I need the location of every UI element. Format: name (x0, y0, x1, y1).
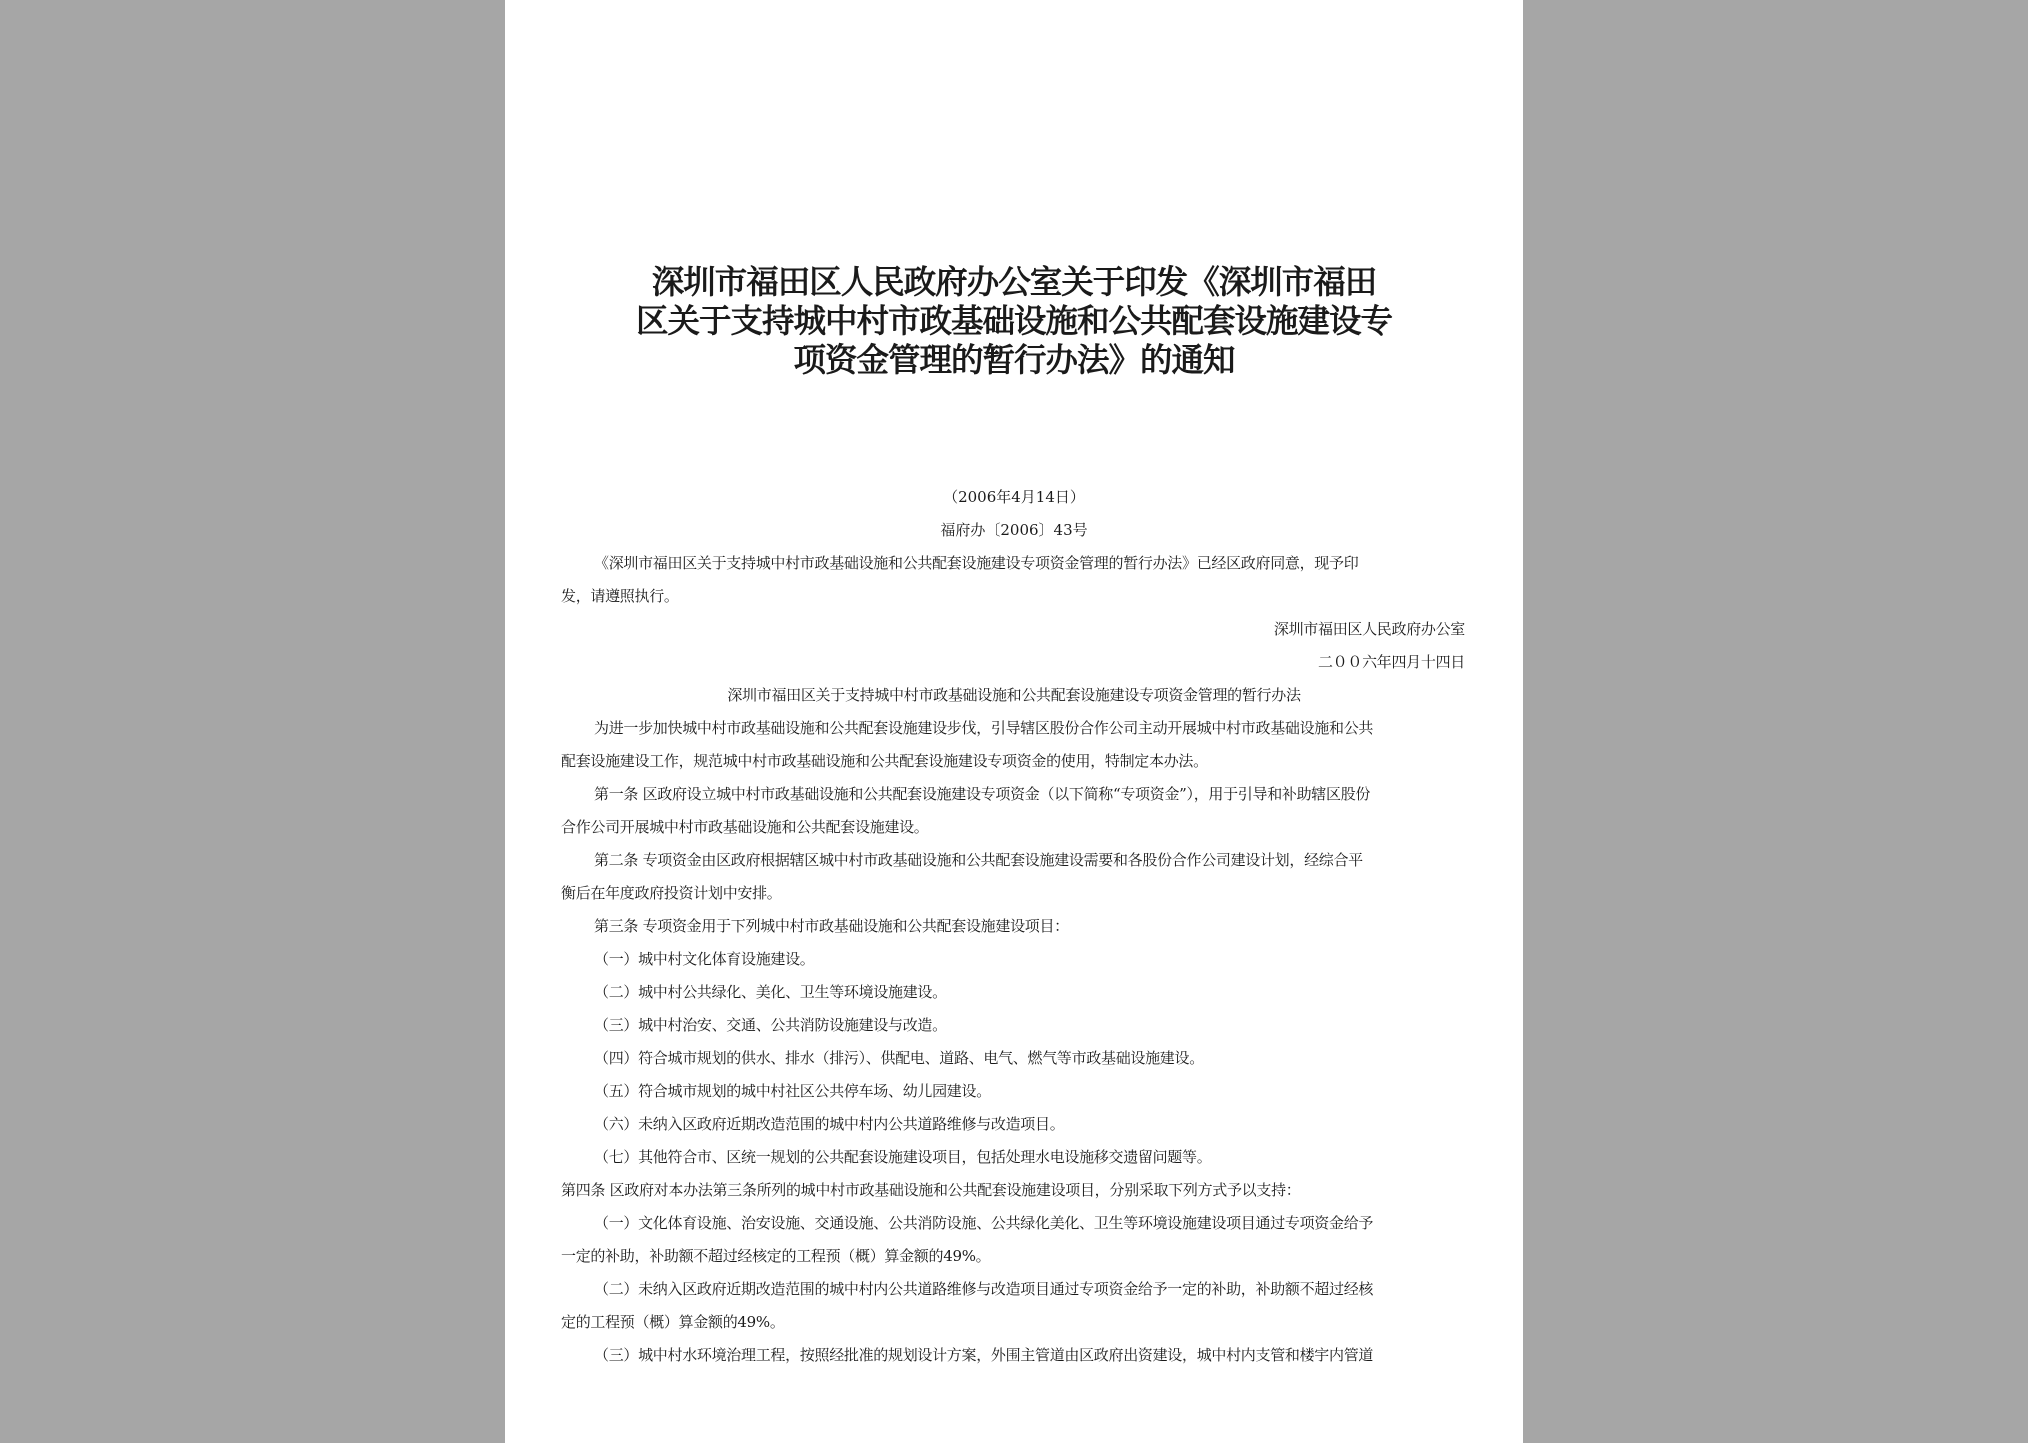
article-4-item-1-line: 一定的补助，补助额不超过经核定的工程预（概）算金额的49%。 (561, 1247, 991, 1265)
title-line: 深圳市福田区人民政府办公室关于印发《深圳市福田 (651, 262, 1377, 301)
article-3-item: （七）其他符合市、区统一规划的公共配套设施建设项目，包括处理水电设施移交遗留问题等。 (594, 1148, 1212, 1166)
article-3-item: （三）城中村治安、交通、公共消防设施建设与改造。 (594, 1016, 947, 1034)
document-body (561, 547, 1467, 1372)
article-4-item-3-line: （三）城中村水环境治理工程，按照经批准的规划设计方案，外围主管道由区政府出资建设，城中村内支管和楼宇内管道 (594, 1346, 1374, 1364)
article-3-item: （四）符合城市规划的供水、排水（排污）、供配电、道路、电气、燃气等市政基础设施建设。 (594, 1049, 1204, 1067)
article-4-item-2-line: （二）未纳入区政府近期改造范围的城中村内公共道路维修与改造项目通过专项资金给予一定的补助，补助额不超过经核 (594, 1280, 1374, 1298)
preamble-line: 为进一步加快城中村市政基础设施和公共配套设施建设步伐，引导辖区股份合作公司主动开展城中村市政基础设施和公共 (594, 719, 1374, 737)
signature-date: 二００六年四月十四日 (1317, 653, 1465, 671)
preamble-line: 配套设施建设工作，规范城中村市政基础设施和公共配套设施建设专项资金的使用，特制定本办法。 (561, 752, 1208, 770)
article-3-item: （六）未纳入区政府近期改造范围的城中村内公共道路维修与改造项目。 (594, 1115, 1065, 1133)
article-2-line: 衡后在年度政府投资计划中安排。 (561, 884, 782, 902)
article-3-item: （五）符合城市规划的城中村社区公共停车场、幼儿园建设。 (594, 1082, 991, 1100)
article-2-line: 第二条 专项资金由区政府根据辖区城中村市政基础设施和公共配套设施建设需要和各股份合作公司建设计划，经综合平 (594, 851, 1363, 869)
article-3-item: （二）城中村公共绿化、美化、卫生等环境设施建设。 (594, 983, 947, 1001)
measure-title: 深圳市福田区关于支持城中村市政基础设施和公共配套设施建设专项资金管理的暂行办法 (727, 686, 1301, 704)
article-1-line: 合作公司开展城中村市政基础设施和公共配套设施建设。 (561, 818, 929, 836)
title-line: 项资金管理的暂行办法》的通知 (793, 340, 1235, 379)
article-4: 第四条 区政府对本办法第三条所列的城中村市政基础设施和公共配套设施建设项目，分别采取下列方式予以支持： (561, 1181, 1301, 1199)
document-title (561, 262, 1467, 379)
article-4-item-2-line: 定的工程预（概）算金额的49%。 (561, 1313, 785, 1331)
title-line: 区关于支持城中村市政基础设施和公共配套设施建设专 (635, 301, 1392, 340)
signature-org: 深圳市福田区人民政府办公室 (1273, 620, 1465, 638)
document-page (505, 0, 1523, 1443)
article-3-item: （一）城中村文化体育设施建设。 (594, 950, 815, 968)
article-1-line: 第一条 区政府设立城中村市政基础设施和公共配套设施建设专项资金（以下简称“专项资金”），用于引导和补助辖区股份 (594, 785, 1371, 803)
document-date: （2006年4月14日） (943, 488, 1085, 506)
article-4-item-1-line: （一）文化体育设施、治安设施、交通设施、公共消防设施、公共绿化美化、卫生等环境设施建设项目通过专项资金给予 (594, 1214, 1374, 1232)
notice-line: 《深圳市福田区关于支持城中村市政基础设施和公共配套设施建设专项资金管理的暂行办法》已经区政府同意，现予印 (594, 554, 1359, 572)
notice-line: 发，请遵照执行。 (561, 587, 679, 605)
document-number: 福府办〔2006〕43号 (940, 521, 1088, 539)
article-3: 第三条 专项资金用于下列城中村市政基础设施和公共配套设施建设项目： (594, 917, 1069, 935)
